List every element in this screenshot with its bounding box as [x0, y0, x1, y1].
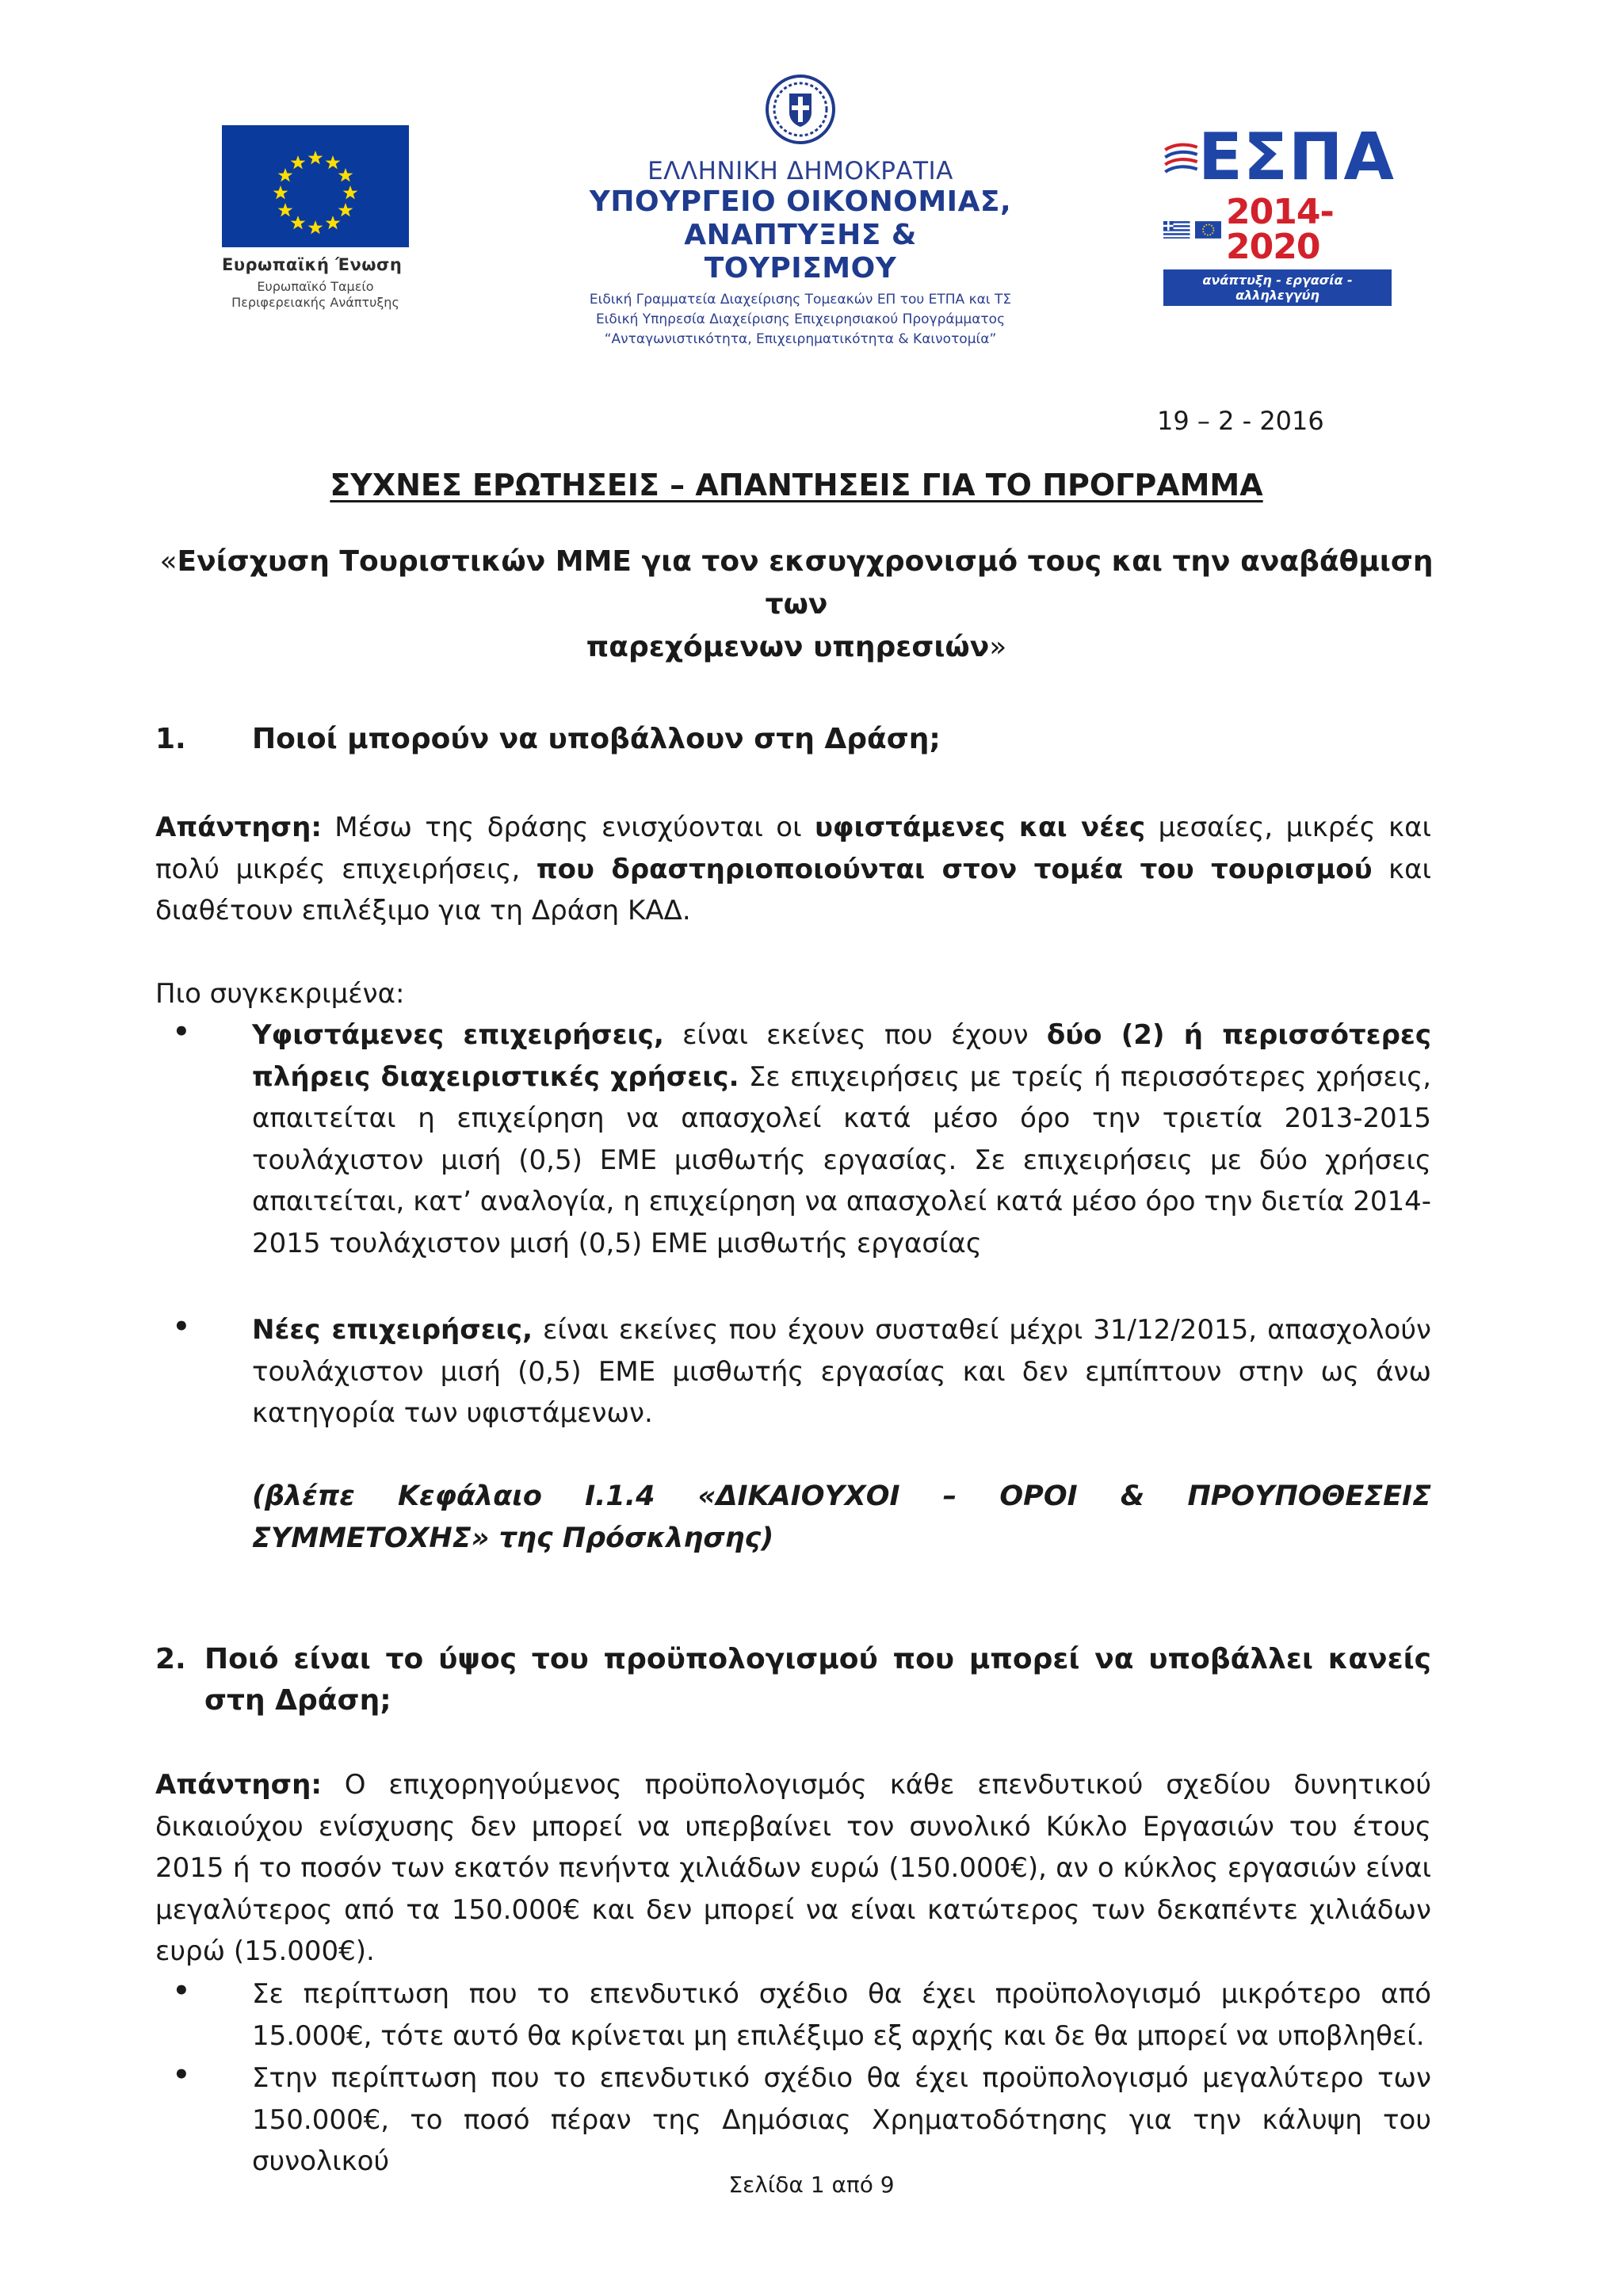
eu-name: Ευρωπαϊκή Ένωση [222, 255, 403, 274]
eu-small-flag-icon [1195, 220, 1222, 240]
subtitle-line1: Ενίσχυση Τουριστικών ΜΜΕ για τον εκσυγχρονισμό τους και την αναβάθμιση των [177, 545, 1434, 621]
eu-flag-icon [222, 125, 409, 247]
document-subtitle [158, 541, 1434, 669]
eu-logo [222, 125, 412, 311]
q1-answer-text1: Μέσω της δράσης ενισχύονται οι [321, 812, 815, 843]
bullet-icon: • [173, 2059, 190, 2091]
existing-bold: δύο (2) ή περισσότερες πλήρεις διαχειριστικές χρήσεις. [252, 1019, 1431, 1093]
ministry-line2: ΥΠΟΥΡΓΕΙΟ ΟΙΚΟΝΟΜΙΑΣ, [589, 185, 1012, 218]
q2-bullet1: Σε περίπτωση που το επενδυτικό σχέδιο θα έχει προϋπολογισμό μικρότερο από 15.000€, τότε αυτό θα κρίνεται μη επιλέξιμο εξ αρχής και δε θα μπορεί να υποβληθεί. [252, 1978, 1431, 2052]
greek-coat-of-arms-icon [766, 74, 835, 144]
document-date: 19 – 2 - 2016 [1157, 406, 1324, 436]
document-title: ΣΥΧΝΕΣ ΕΡΩΤΗΣΕΙΣ – ΑΠΑΝΤΗΣΕΙΣ ΓΙΑ ΤΟ ΠΡΟΓΡΑΜΜΑ [330, 468, 1263, 502]
subtitle-line2: παρεχόμενων υπηρεσιών [586, 631, 990, 663]
espa-title: ΕΣΠΑ [1197, 120, 1395, 195]
q1-answer-bold1: υφιστάμενες και νέες [814, 812, 1146, 843]
page-number: Σελίδα 1 από 9 [728, 2172, 895, 2198]
q2-answer-label: Απάντηση: [155, 1769, 322, 1801]
q2-number: 2. [155, 1643, 186, 1675]
q2-question-block [155, 1639, 1431, 1721]
subtitle-open-quote: « [159, 545, 178, 578]
subtitle-close-quote: » [989, 631, 1007, 663]
greek-flag-icon [1163, 220, 1190, 240]
existing-label: Υφιστάμενες επιχειρήσεις, [252, 1019, 664, 1051]
ministry-line1: ΕΛΛΗΝΙΚΗ ΔΗΜΟΚΡΑΤΙΑ [647, 157, 953, 185]
q1-bullet-new [252, 1309, 1431, 1435]
q1-answer [155, 807, 1431, 932]
espa-logo [1163, 120, 1395, 306]
bullet-icon: • [173, 1016, 190, 1048]
q1-reference: (βλέπε Κεφάλαιο Ι.1.4 «ΔΙΚΑΙΟΥΧΟΙ – ΟΡΟΙ & ΠΡΟΥΠΟΘΕΣΕΙΣ ΣΥΜΜΕΤΟΧΗΣ» της Πρόσκλησης) [252, 1480, 1431, 1554]
espa-swoosh-icon [1163, 130, 1198, 185]
existing-text2: Σε επιχειρήσεις με τρείς ή περισσότερες χρήσεις, απαιτείται η επιχείρηση να απασχολεί κατά μέσο όρο την τριετία 2013-2015 τουλάχιστον μισή (0,5) ΕΜΕ μισθωτής εργασίας. Σε επιχειρήσεις με δύο χρήσεις απαιτείται, κατ’ αναλογία, η επιχείρηση να απασχολεί κατά μέσο όρο την διετία 2014-2015 τουλάχιστον μισή (0,5) ΕΜΕ μισθωτής εργασίας [252, 1060, 1432, 1259]
q2-bullet2: Στην περίπτωση που το επενδυτικό σχέδιο θα έχει προϋπολογισμό μεγαλύτερο των 150.000€, το ποσό πέραν της Δημόσιας Χρηματοδότησης για την κάλυψη του συνολικού [252, 2062, 1431, 2177]
ministry-line6: “Ανταγωνιστικότητα, Επιχειρηματικότητα & Καινοτομία” [604, 331, 997, 347]
q2-answer-text: Ο επιχορηγούμενος προϋπολογισμός κάθε επενδυτικού σχεδίου δυνητικού δικαιούχου ενίσχυσης δεν μπορεί να υπερβαίνει τον συνολικό Κύκλο Εργασιών του έτους 2015 ή το ποσόν των εκατόν πενήντα χιλιάδων ευρώ (150.000€), αν ο κύκλος εργασιών είναι μεγαλύτερος από τα 150.000€ και δεν μπορεί να είναι κατώτερος των δεκαπέντε χιλιάδων ευρώ (15.000€). [155, 1769, 1431, 1967]
bullet-icon: • [173, 1311, 190, 1343]
q1-number: 1. [155, 723, 186, 755]
new-text: είναι εκείνες που έχουν συσταθεί μέχρι 31/12/2015, απασχολούν τουλάχιστον μισή (0,5) ΕΜΕ μισθωτής εργασίας και δεν εμπίπτουν στην ως άνω κατηγορία των υφιστάμενων. [252, 1314, 1431, 1429]
new-label: Νέες επιχειρήσεις, [252, 1314, 533, 1346]
eu-fund-line1: Ευρωπαϊκό Ταμείο [257, 279, 374, 294]
ministry-line5: Ειδική Υπηρεσία Διαχείρισης Επιχειρησιακού Προγράμματος [595, 311, 1006, 327]
q1-answer-bold2: που δραστηριοποιούνται στον τομέα του τουρισμού [536, 853, 1373, 885]
q1-answer-label: Απάντηση: [155, 812, 322, 843]
q1-specifically: Πιο συγκεκριμένα: [155, 978, 405, 1010]
ministry-logo [586, 74, 1014, 350]
eu-fund-name [222, 279, 409, 311]
bullet-icon: • [173, 1975, 190, 2007]
existing-text1: είναι εκείνες που έχουν [663, 1019, 1047, 1051]
q2-answer [155, 1764, 1431, 1973]
q1-question: Ποιοί μπορούν να υποβάλλουν στη Δράση; [252, 723, 941, 755]
q1-bullet-existing [252, 1014, 1431, 1264]
eu-fund-line2: Περιφερειακής Ανάπτυξης [231, 295, 399, 310]
ministry-line3: ΑΝΑΠΤΥΞΗΣ & ΤΟΥΡΙΣΜΟΥ [684, 219, 917, 285]
ministry-line4: Ειδική Γραμματεία Διαχείρισης Τομεακών ΕΠ του ΕΤΠΑ και ΤΣ [589, 292, 1012, 308]
q1-answer-text3: και διαθέτουν επιλέξιμο για τη Δράση ΚΑΔ. [155, 853, 1431, 926]
q1-answer-text2: μεσαίες, μικρές και πολύ μικρές επιχειρήσεις, [155, 812, 1432, 885]
espa-years: 2014-2020 [1226, 192, 1334, 267]
espa-tagline: ανάπτυξη - εργασία - αλληλεγγύη [1163, 269, 1392, 306]
q2-question: Ποιό είναι το ύψος του προϋπολογισμού που μπορεί να υποβάλλει κανείς στη Δράση; [204, 1643, 1431, 1717]
